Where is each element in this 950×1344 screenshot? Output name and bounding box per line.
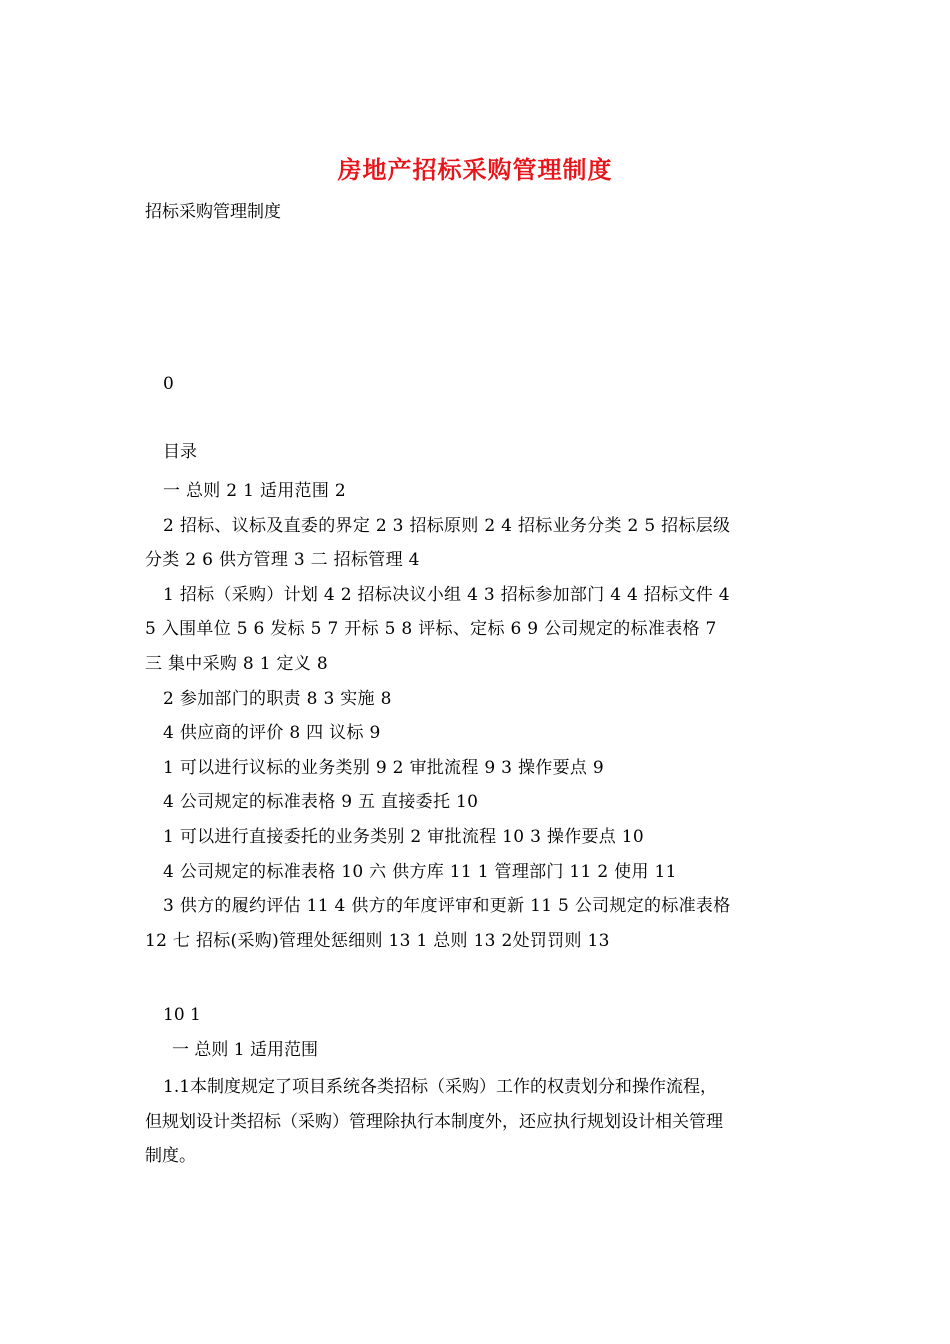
document-title: 房地产招标采购管理制度 (337, 155, 613, 184)
document-subtitle: 招标采购管理制度 (145, 202, 281, 222)
toc-line: 1 可以进行议标的业务类别 9 2 审批流程 9 3 操作要点 9 (163, 757, 605, 778)
toc-line: 12 七 招标(采购)管理处惩细则 13 1 总则 13 2处罚罚则 13 (145, 930, 610, 951)
toc-line: 2 参加部门的职责 8 3 实施 8 (163, 688, 392, 709)
page-number: 0 (163, 374, 174, 394)
toc-line: 一 总则 2 1 适用范围 2 (163, 481, 346, 501)
toc-line: 4 公司规定的标准表格 9 五 直接委托 10 (163, 792, 479, 813)
toc-line: 三 集中采购 8 1 定义 8 (145, 653, 328, 674)
body-line: 1.1本制度规定了项目系统各类招标（采购）工作的权责划分和操作流程， (163, 1077, 718, 1097)
toc-line: 4 供应商的评价 8 四 议标 9 (163, 723, 381, 744)
section-heading: 一 总则 1 适用范围 (172, 1040, 319, 1060)
toc-line: 3 供方的履约评估 11 4 供方的年度评审和更新 11 5 公司规定的标准表格 (163, 896, 731, 917)
toc-line: 4 公司规定的标准表格 10 六 供方库 11 1 管理部门 11 2 使用 11 (163, 861, 677, 882)
toc-heading: 目录 (163, 442, 197, 462)
body-line: 制度。 (145, 1146, 196, 1167)
body-line: 但规划设计类招标（采购）管理除执行本制度外，还应执行规划设计相关管理 (145, 1111, 723, 1132)
toc-line: 分类 2 6 供方管理 3 二 招标管理 4 (145, 550, 420, 571)
toc-line: 5 入围单位 5 6 发标 5 7 开标 5 8 评标、定标 6 9 公司规定的标准表格 7 (145, 619, 717, 640)
body-paragraph (145, 1070, 815, 1174)
table-of-contents (145, 474, 815, 958)
toc-line: 1 招标（采购）计划 4 2 招标决议小组 4 3 招标参加部门 4 4 招标文件 4 (163, 584, 730, 605)
page-mark: 10 1 (163, 1005, 201, 1025)
toc-line: 1 可以进行直接委托的业务类别 2 审批流程 10 3 操作要点 10 (163, 826, 645, 847)
toc-line: 2 招标、议标及直委的界定 2 3 招标原则 2 4 招标业务分类 2 5 招标层级 (163, 515, 731, 536)
